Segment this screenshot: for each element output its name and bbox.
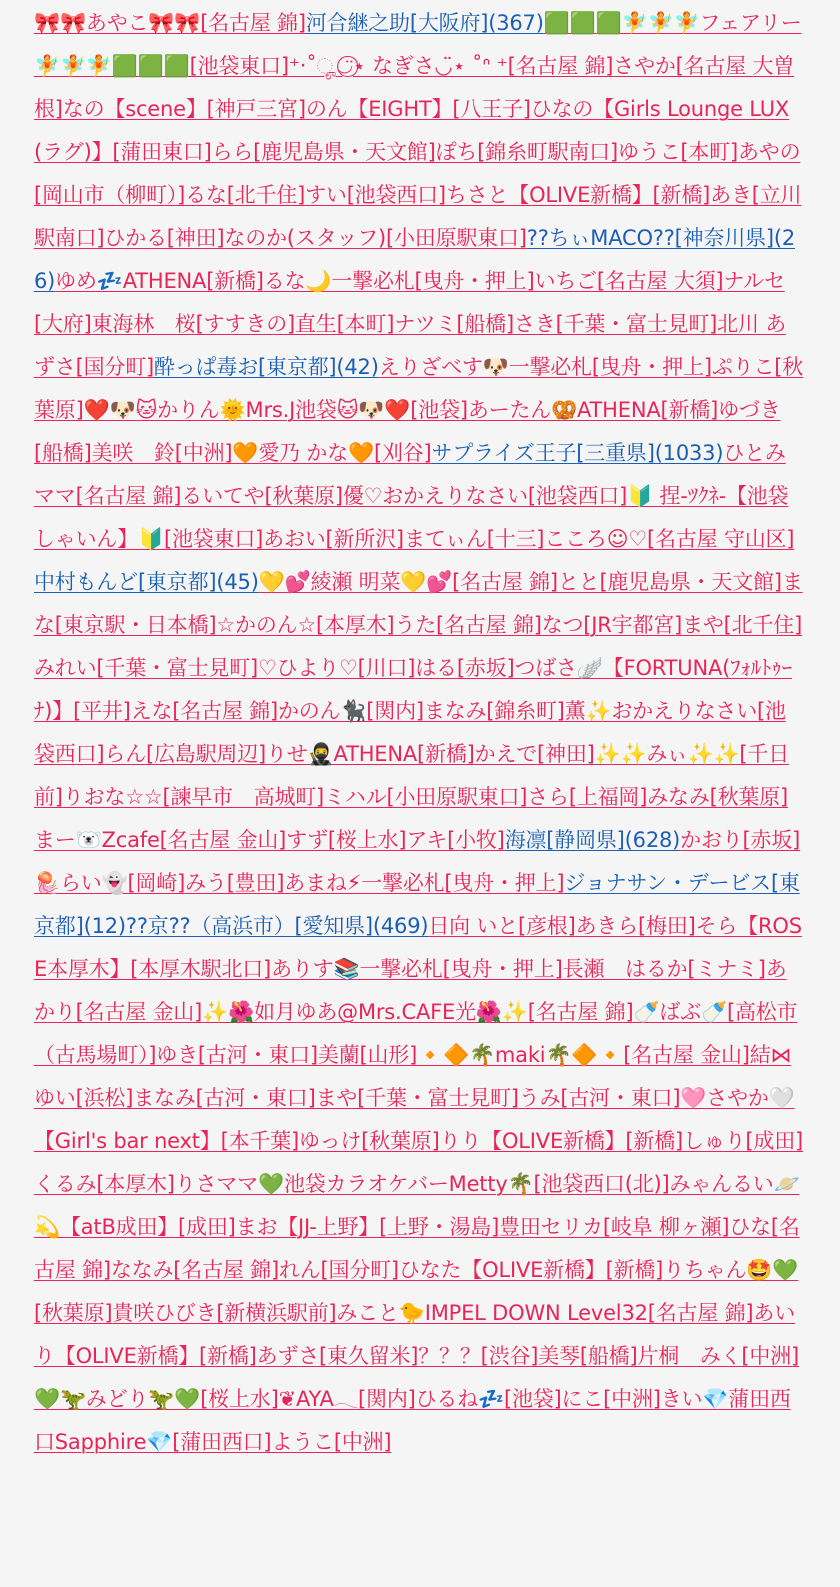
list-link[interactable]: 薫✨おかえりなさい[池袋西口] <box>34 699 786 766</box>
list-link[interactable]: ひかる[神田] <box>104 226 225 250</box>
list-link[interactable]: ひとみママ[名古屋 錦] <box>34 441 786 508</box>
list-link[interactable]: ✨🌺如月ゆあ@Mrs.CAFE光🌺✨[名古屋 錦] <box>202 1000 634 1024</box>
list-link[interactable]: まー🐻‍❄️Zcafe[名古屋 金山] <box>34 828 287 852</box>
list-link[interactable]: まや[北千住] <box>682 613 803 637</box>
list-link[interactable]: ぽち[錦糸町駅南口] <box>435 140 618 164</box>
list-link[interactable]: 🔸🔶🌴maki🌴🔶🔸[名古屋 金山] <box>417 1043 750 1067</box>
list-link[interactable]: ひな[名古屋 錦] <box>34 1215 800 1282</box>
list-link[interactable]: ♡ひより♡[川口] <box>258 656 416 680</box>
list-link[interactable]: みれい[千葉・富士見町] <box>34 656 258 680</box>
list-link[interactable]: ??ちぃMACO??[神奈川県](26) <box>34 226 796 293</box>
list-link[interactable]: まな[東京駅・日本橋] <box>34 570 803 637</box>
list-link[interactable]: すい[池袋西口] <box>305 183 446 207</box>
list-link[interactable]: はる[赤坂] <box>415 656 515 680</box>
list-link[interactable]: にこ[中洲] <box>561 1387 661 1411</box>
list-link[interactable]: 結⋈ゆい[浜松] <box>34 1043 792 1110</box>
list-link[interactable]: ちさと【OLIVE新橋】[新橋] <box>445 183 711 207</box>
list-link[interactable]: サプライズ王子[三重県](1033) <box>431 441 724 465</box>
list-link[interactable]: 貴咲ひびき[新横浜駅前] <box>112 1301 337 1325</box>
list-link[interactable]: りおな☆☆[諫早市 高城町] <box>62 785 325 809</box>
list-link[interactable]: みなみ[秋葉原] <box>647 785 789 809</box>
list-link[interactable]: あおい[新所沢] <box>263 527 404 551</box>
list-link[interactable]: まや[千葉・富士見町] <box>315 1086 519 1110</box>
list-link[interactable]: 直生[本町] <box>295 312 395 336</box>
list-link[interactable]: アキ[小牧] <box>406 828 505 852</box>
list-link[interactable]: 🩷さやか🤍【Girl's bar next】[本千葉] <box>34 1086 795 1153</box>
list-link[interactable]: きい💎蒲田西口Sapphire💎[蒲田西口] <box>34 1387 791 1454</box>
list-link[interactable]: 海凛[静岡県](628) <box>504 828 681 852</box>
list-link[interactable]: えな[名古屋 錦] <box>130 699 278 723</box>
list-link[interactable]: 美蘭[山形] <box>317 1043 418 1067</box>
list-link[interactable]: とと[鹿児島県・天文館] <box>557 570 782 594</box>
list-link[interactable]: りさママ💚池袋カラオケバーMetty🌴[池袋西口(北)] <box>174 1172 670 1196</box>
list-link[interactable]: ひなた【OLIVE新橋】[新橋] <box>398 1258 664 1282</box>
list-link[interactable]: ゆっけ[秋葉原] <box>298 1129 440 1153</box>
list-link[interactable]: ジョナサン・デービス[東京都](12) <box>34 871 800 938</box>
list-link[interactable]: 河合継之助[大阪府](367) <box>305 11 544 35</box>
list-link[interactable]: しゅり[成田] <box>683 1129 804 1153</box>
list-link[interactable]: 🪼らい👻[岡崎] <box>34 871 186 895</box>
list-link[interactable]: いちご[名古屋 大須] <box>534 269 724 293</box>
list-link[interactable]: みこと🐤IMPEL DOWN Level32[名古屋 錦] <box>336 1301 754 1325</box>
list-link[interactable]: みう[豊田] <box>185 871 285 895</box>
list-link[interactable]: あかり[名古屋 金山] <box>34 957 787 1024</box>
list-link[interactable]: 🍼ばぶ🍼[高松市（古馬場町）] <box>34 1000 798 1067</box>
list-link[interactable]: 🧡愛乃 かな🧡[刈谷] <box>232 441 432 465</box>
list-link[interactable]: ❦AYA𓂃[関内] <box>278 1387 416 1411</box>
list-link[interactable]: まてぃん[十三] <box>403 527 545 551</box>
list-link[interactable]: あき[立川駅南口] <box>34 183 802 250</box>
list-link[interactable]: 💚🦖みどり🦖💚[桜上水] <box>34 1387 279 1411</box>
list-link[interactable]: まなみ[古河・東口] <box>133 1086 316 1110</box>
list-link[interactable]: 美琴[船橋] <box>538 1344 638 1368</box>
list-link[interactable]: 優♡おかえりなさい[池袋西口] <box>342 484 628 508</box>
list-link[interactable]: なつ[JR宇都宮] <box>541 613 683 637</box>
list-link[interactable]: こころ☺︎♡[名古屋 守山区] <box>544 527 795 551</box>
list-link[interactable]: ゆめ💤ATHENA[新橋] <box>55 269 264 293</box>
list-link[interactable]: えりざべす🐶一撃必札[曳舟・押上] <box>378 355 712 379</box>
list-link[interactable]: 🟩🟩🟩🧚🧚🧚フェアリー🧚🧚🧚🟩🟩🟩[池袋東口] <box>34 11 802 78</box>
list-link[interactable]: うた[名古屋 錦] <box>394 613 542 637</box>
list-link[interactable]: るな[北千住] <box>185 183 306 207</box>
list-link[interactable]: あきら[梅田] <box>575 914 696 938</box>
list-link[interactable]: のん【EIGHT】[八王子] <box>305 97 531 121</box>
list-link[interactable]: ゆうこ[本町] <box>617 140 738 164</box>
list-link[interactable]: ななみ[名古屋 錦] <box>110 1258 279 1282</box>
list-link[interactable]: ありす📚一撃必札[曳舟・押上] <box>271 957 563 981</box>
list-link[interactable]: ⁺‧˚ೄ◡̈⃝⋆ なぎさ◡̈⋆ ˚ᐢ ⁺[名古屋 錦] <box>288 54 614 78</box>
list-link[interactable]: さら[上福岡] <box>527 785 648 809</box>
list-link[interactable]: あまね⚡一撃必札[曳舟・押上] <box>284 871 565 895</box>
list-link[interactable]: ゆき[古河・東口] <box>156 1043 318 1067</box>
list-link[interactable]: ❤️🐶🐱かりん🌞Mrs.J池袋🐱🐶❤️[池袋] <box>83 398 468 422</box>
list-link[interactable]: ひるね💤[池袋] <box>415 1387 562 1411</box>
list-link[interactable]: うみ[古河・東口] <box>518 1086 681 1110</box>
list-link[interactable]: ??京??（高浜市）[愛知県](469) <box>125 914 429 938</box>
list-link[interactable]: 🎀🎀あやこ🎀🎀[名古屋 錦] <box>34 11 306 35</box>
list-link[interactable]: すず[桜上水] <box>286 828 407 852</box>
list-link[interactable]: るな🌙一撃必札[曳舟・押上] <box>263 269 535 293</box>
list-link[interactable]: らら[鹿児島県・天文館] <box>211 140 436 164</box>
list-link[interactable]: ミハル[小田原駅東口] <box>324 785 528 809</box>
list-link[interactable]: さやか[名古屋 大曽根] <box>34 54 795 121</box>
list-link[interactable]: なのか(スタッフ)[小田原駅東口] <box>224 226 527 250</box>
list-link[interactable]: らん[広島駅周辺] <box>104 742 266 766</box>
list-link[interactable]: まなみ[錦糸町] <box>423 699 565 723</box>
list-link[interactable]: かえで[神田] <box>474 742 595 766</box>
list-link[interactable]: つばさ🪽【FORTUNA(ﾌｫﾙﾄｩｰﾅ)】[平井] <box>34 656 792 723</box>
list-link[interactable]: 酔っぱ毒お[東京都](42) <box>154 355 379 379</box>
list-link[interactable]: 💛💕綾瀬 明菜💛💕[名古屋 錦] <box>258 570 558 594</box>
list-link[interactable]: まお【JJ-上野】[上野・湯島] <box>235 1215 500 1239</box>
list-link[interactable]: 片桐 みく[中洲] <box>637 1344 800 1368</box>
list-link[interactable]: りちゃん🤩💚[秋葉原] <box>34 1258 799 1325</box>
list-link[interactable]: 東海林 桜[すすきの] <box>91 312 295 336</box>
list-link[interactable]: ナツミ[船橋] <box>394 312 514 336</box>
list-link[interactable]: ？？？[渋谷] <box>418 1344 539 1368</box>
list-link[interactable]: ✨✨みぃ✨✨[千日前] <box>34 742 789 809</box>
list-link[interactable]: りせ🥷ATHENA[新橋] <box>266 742 475 766</box>
list-link[interactable]: あいり【OLIVE新橋】[新橋] <box>34 1301 796 1368</box>
list-link[interactable]: るいてや[秋葉原] <box>181 484 343 508</box>
list-link[interactable]: ☆かのん☆[本厚木] <box>216 613 395 637</box>
list-link[interactable]: さき[千葉・富士見町] <box>513 312 718 336</box>
list-link[interactable]: 豊田セリカ[岐阜 柳ヶ瀬] <box>499 1215 730 1239</box>
list-link[interactable]: れん[国分町] <box>278 1258 399 1282</box>
list-link[interactable]: あーたん🥨ATHENA[新橋] <box>467 398 719 422</box>
list-link[interactable]: 長瀬 はるか[ミナミ] <box>562 957 766 981</box>
list-link[interactable]: 🔰 捏-ﾂｸﾈ-【池袋しゃいん】🔰[池袋東口] <box>34 484 789 551</box>
list-link[interactable]: かのん🐈‍⬛[関内] <box>277 699 424 723</box>
list-link[interactable]: ゆづき[船橋] <box>34 398 781 465</box>
list-link[interactable]: あやの[岡山市（柳町）] <box>34 140 801 207</box>
list-link[interactable]: 北川 あずさ[国分町] <box>34 312 787 379</box>
list-link[interactable]: くるみ[本厚木] <box>34 1172 175 1196</box>
list-link[interactable]: 日向 いと[彦根] <box>428 914 576 938</box>
list-link[interactable]: そら【ROSE本厚木】[本厚木駅北口] <box>34 914 802 981</box>
list-link[interactable]: あずさ[東久留米] <box>256 1344 419 1368</box>
list-link[interactable]: ナルセ[大府] <box>34 269 785 336</box>
list-link[interactable]: りり【OLIVE新橋】[新橋] <box>439 1129 684 1153</box>
list-link[interactable]: ようこ[中洲] <box>271 1430 392 1454</box>
list-link[interactable]: 中村もんど[東京都](45) <box>34 570 259 594</box>
list-link[interactable]: ひなの【Girls Lounge LUX(ラグ)】[蒲田東口] <box>34 97 790 164</box>
list-link[interactable]: ぷりこ[秋葉原] <box>34 355 804 422</box>
list-link[interactable]: みゃんるい🪐💫【atB成田】[成田] <box>34 1172 800 1239</box>
list-link[interactable]: 美咲 鈴[中洲] <box>91 441 233 465</box>
list-link[interactable]: なの【scene】[神戸三宮] <box>62 97 306 121</box>
list-link[interactable]: かおり[赤坂] <box>680 828 801 852</box>
